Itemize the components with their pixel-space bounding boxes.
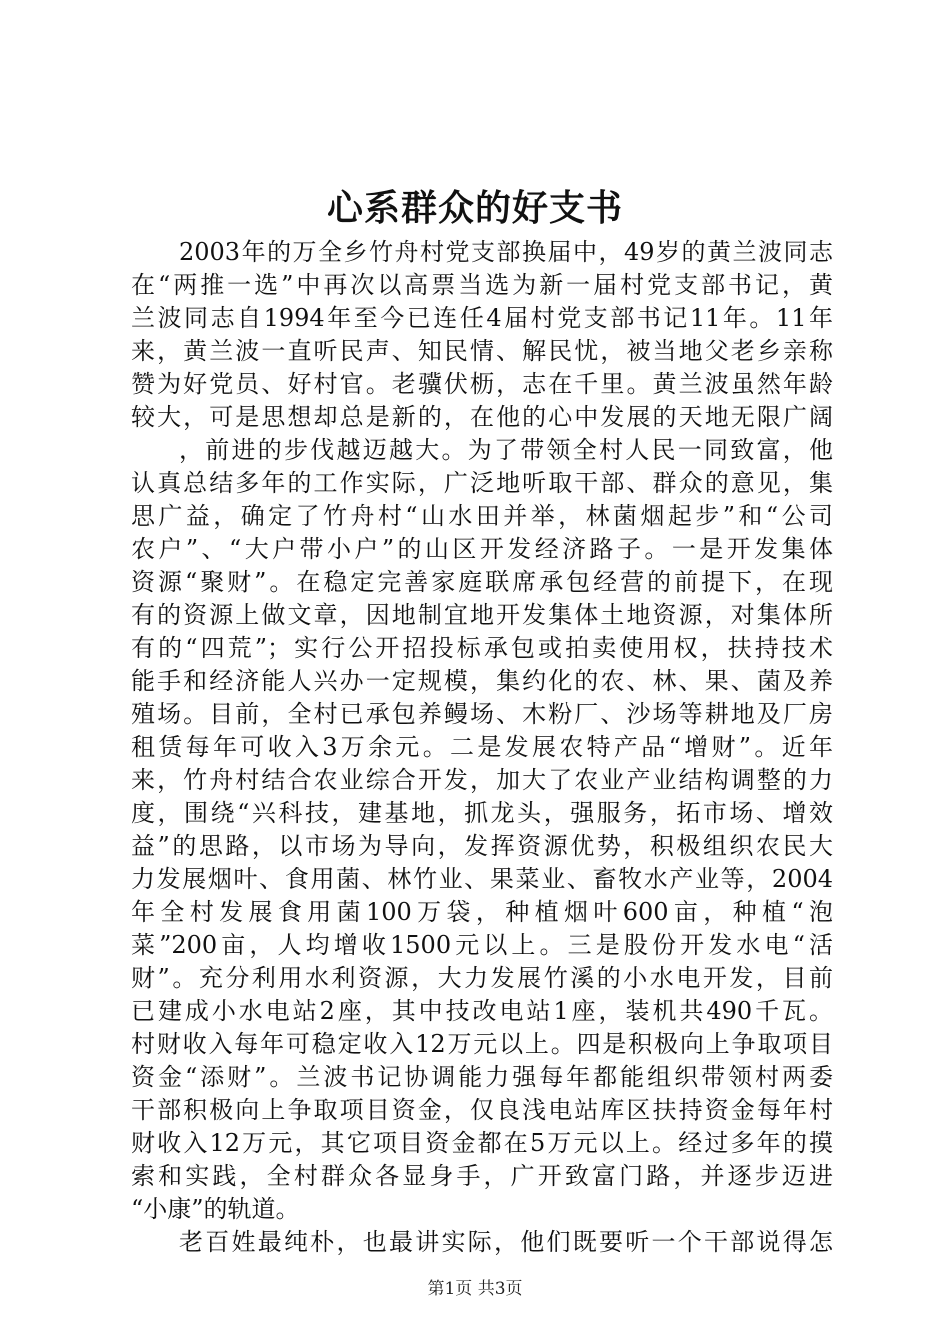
text-line: 老百姓最纯朴，也最讲实际，他们既要听一个干部说得怎 — [179, 1228, 833, 1256]
text-line: 思广益，确定了竹舟村“山水田并举，林菌烟起步”和“公司 — [131, 502, 833, 530]
text-line: 力发展烟叶、食用菌、林竹业、果菜业、畜牧水产业等，2004 — [131, 865, 833, 893]
text-line: 农户”、“大户带小户”的山区开发经济路子。一是开发集体 — [131, 535, 833, 563]
text-line: 村财收入每年可稳定收入12万元以上。四是积极向上争取项目 — [131, 1030, 833, 1058]
text-line: ，前进的步伐越迈越大。为了带领全村人民一同致富，他 — [179, 436, 833, 464]
text-line: 有的“四荒”；实行公开招投标承包或拍卖使用权，扶持技术 — [131, 634, 833, 662]
text-line: 在“两推一选”中再次以高票当选为新一届村党支部书记，黄 — [131, 271, 833, 299]
text-line: 度，围绕“兴科技，建基地，抓龙头，强服务，拓市场、增效 — [131, 799, 833, 827]
text-line: 年全村发展食用菌100万袋，种植烟叶600亩，种植“泡 — [131, 898, 833, 926]
text-line: 来，黄兰波一直听民声、知民情、解民忧，被当地父老乡亲称 — [131, 337, 833, 365]
text-line: 兰波同志自1994年至今已连任4届村党支部书记11年。11年 — [131, 304, 833, 332]
text-line: 资金“添财”。兰波书记协调能力强每年都能组织带领村两委 — [131, 1063, 833, 1091]
text-line: 租赁每年可收入3万余元。二是发展农特产品“增财”。近年 — [131, 733, 833, 761]
text-line: 认真总结多年的工作实际，广泛地听取干部、群众的意见，集 — [131, 469, 833, 497]
text-line: 菜”200亩，人均增收1500元以上。三是股份开发水电“活 — [131, 931, 833, 959]
text-line: 益”的思路，以市场为导向，发挥资源优势，积极组织农民大 — [131, 832, 833, 860]
text-line: 赞为好党员、好村官。老骥伏枥，志在千里。黄兰波虽然年龄 — [131, 370, 833, 398]
text-line: 有的资源上做文章，因地制宜地开发集体土地资源，对集体所 — [131, 601, 833, 629]
text-line: 2003年的万全乡竹舟村党支部换届中，49岁的黄兰波同志 — [179, 238, 833, 266]
text-line: 资源“聚财”。在稳定完善家庭联席承包经营的前提下，在现 — [131, 568, 833, 596]
text-line: “小康”的轨道。 — [131, 1195, 300, 1223]
document-title: 心系群众的好支书 — [326, 187, 623, 229]
text-line: 已建成小水电站2座，其中技改电站1座，装机共490千瓦。 — [131, 997, 833, 1025]
text-line: 来，竹舟村结合农业综合开发，加大了农业产业结构调整的力 — [131, 766, 833, 794]
page-number-footer: 第1页 共3页 — [427, 1279, 523, 1299]
text-line: 殖场。目前，全村已承包养鳗场、木粉厂、沙场等耕地及厂房 — [131, 700, 833, 728]
text-line: 财”。充分利用水利资源，大力发展竹溪的小水电开发，目前 — [131, 964, 833, 992]
document-body — [131, 236, 833, 1259]
text-line: 能手和经济能人兴办一定规模，集约化的农、林、果、菌及养 — [131, 667, 833, 695]
text-line: 干部积极向上争取项目资金，仅良浅电站库区扶持资金每年村 — [131, 1096, 833, 1124]
text-line: 财收入12万元，其它项目资金都在5万元以上。经过多年的摸 — [131, 1129, 833, 1157]
text-line: 较大，可是思想却总是新的，在他的心中发展的天地无限广阔 — [131, 403, 833, 431]
text-line: 索和实践，全村群众各显身手，广开致富门路，并逐步迈进 — [131, 1162, 833, 1190]
